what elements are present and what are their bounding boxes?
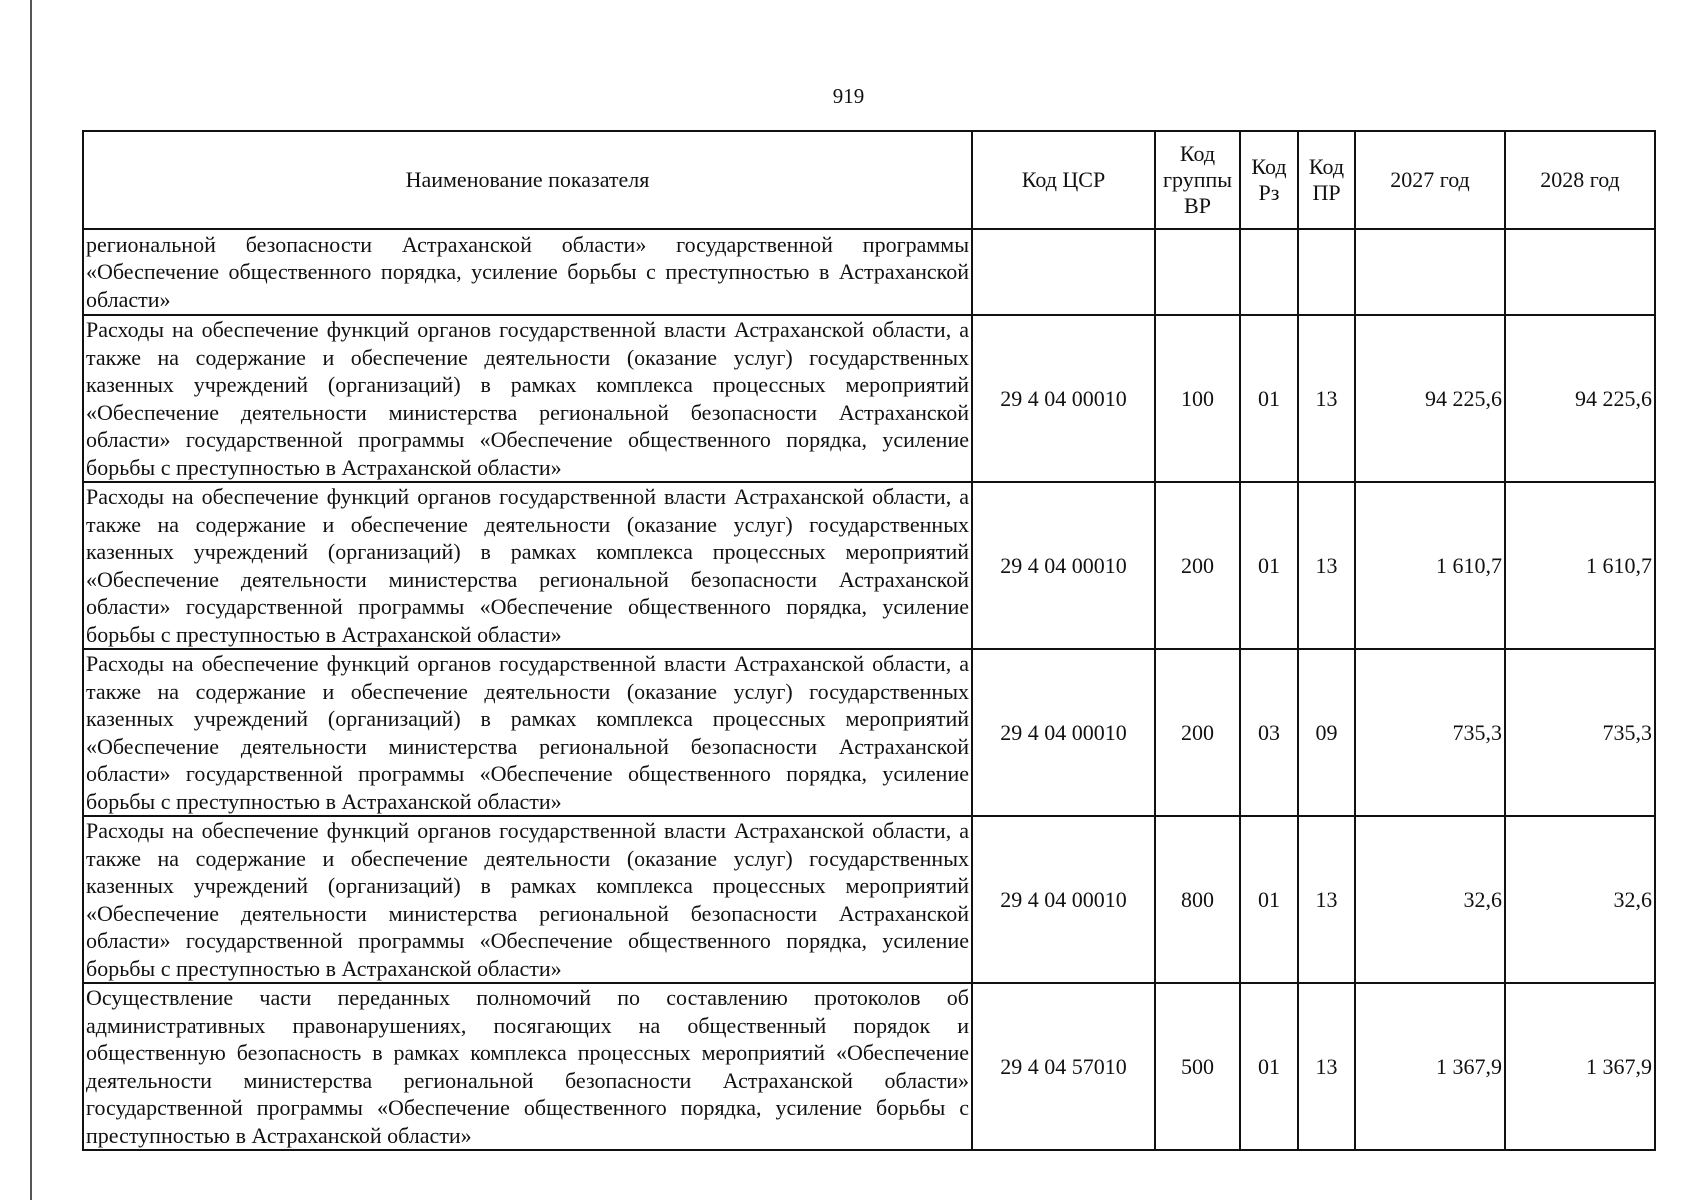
row-name: Расходы на обеспечение функций органов государственной власти Астраханской области, а также на содержание и обеспечение деятельности (оказание услуг) государственных казенных учреждений (организаций) в рамках комплекса процессных мероприятий «Обеспечение деятельности министерства региональной безопасности Астраханской области» государственной программы «Обеспечение общественного порядка, усиление борьбы с преступностью в Астраханской области» — [83, 816, 972, 983]
row-value-2028: 735,3 — [1505, 649, 1655, 816]
table-row — [83, 229, 1655, 315]
row-vr-code: 200 — [1155, 482, 1240, 649]
header-vr-code: Код группы ВР — [1155, 131, 1240, 229]
row-rz-code — [1240, 229, 1298, 315]
row-name: Расходы на обеспечение функций органов государственной власти Астраханской области, а также на содержание и обеспечение деятельности (оказание услуг) государственных казенных учреждений (организаций) в рамках комплекса процессных мероприятий «Обеспечение деятельности министерства региональной безопасности Астраханской области» государственной программы «Обеспечение общественного порядка, усиление борьбы с преступностью в Астраханской области» — [83, 649, 972, 816]
row-pr-code: 13 — [1298, 816, 1355, 983]
row-value-2028: 32,6 — [1505, 816, 1655, 983]
row-rz-code: 03 — [1240, 649, 1298, 816]
row-csr-code: 29 4 04 00010 — [972, 816, 1155, 983]
row-name: Расходы на обеспечение функций органов государственной власти Астраханской области, а также на содержание и обеспечение деятельности (оказание услуг) государственных казенных учреждений (организаций) в рамках комплекса процессных мероприятий «Обеспечение деятельности министерства региональной безопасности Астраханской области» государственной программы «Обеспечение общественного порядка, усиление борьбы с преступностью в Астраханской области» — [83, 315, 972, 482]
row-csr-code: 29 4 04 00010 — [972, 649, 1155, 816]
table-row — [83, 649, 1655, 816]
header-year-2028: 2028 год — [1505, 131, 1655, 229]
row-pr-code: 09 — [1298, 649, 1355, 816]
row-value-2027: 94 225,6 — [1355, 315, 1505, 482]
row-rz-code: 01 — [1240, 983, 1298, 1150]
row-vr-code: 200 — [1155, 649, 1240, 816]
table-row — [83, 482, 1655, 649]
row-name: региональной безопасности Астраханской области» государственной программы «Обеспечение общественного порядка, усиление борьбы с преступностью в Астраханской области» — [83, 229, 972, 315]
row-value-2027 — [1355, 229, 1505, 315]
table-row — [83, 315, 1655, 482]
row-value-2028: 1 610,7 — [1505, 482, 1655, 649]
row-value-2027: 1 610,7 — [1355, 482, 1505, 649]
row-value-2028: 1 367,9 — [1505, 983, 1655, 1150]
row-name: Осуществление части переданных полномочий по составлению протоколов об административных правонарушениях, посягающих на общественный порядок и общественную безопасность в рамках комплекса процессных мероприятий «Обеспечение деятельности министерства региональной безопасности Астраханской области» государственной программы «Обеспечение общественного порядка, усиление борьбы с преступностью в Астраханской области» — [83, 983, 972, 1150]
page-number: 919 — [832, 84, 865, 108]
row-value-2027: 1 367,9 — [1355, 983, 1505, 1150]
row-csr-code: 29 4 04 00010 — [972, 482, 1155, 649]
row-csr-code: 29 4 04 00010 — [972, 315, 1155, 482]
row-rz-code: 01 — [1240, 816, 1298, 983]
header-name: Наименование показателя — [83, 131, 972, 229]
row-vr-code: 100 — [1155, 315, 1240, 482]
row-vr-code — [1155, 229, 1240, 315]
row-pr-code: 13 — [1298, 482, 1355, 649]
row-pr-code: 13 — [1298, 315, 1355, 482]
row-value-2027: 32,6 — [1355, 816, 1505, 983]
row-rz-code: 01 — [1240, 482, 1298, 649]
page-binding-line — [30, 0, 32, 1200]
header-csr-code: Код ЦСР — [972, 131, 1155, 229]
row-value-2027: 735,3 — [1355, 649, 1505, 816]
row-value-2028 — [1505, 229, 1655, 315]
table-row — [83, 816, 1655, 983]
header-pr-code: Код ПР — [1298, 131, 1355, 229]
row-pr-code: 13 — [1298, 983, 1355, 1150]
row-vr-code: 800 — [1155, 816, 1240, 983]
row-rz-code: 01 — [1240, 315, 1298, 482]
header-rz-code: Код Рз — [1240, 131, 1298, 229]
row-csr-code: 29 4 04 57010 — [972, 983, 1155, 1150]
row-pr-code — [1298, 229, 1355, 315]
table-header-row — [83, 131, 1655, 229]
row-value-2028: 94 225,6 — [1505, 315, 1655, 482]
row-csr-code — [972, 229, 1155, 315]
table-row — [83, 983, 1655, 1150]
budget-table — [82, 130, 1656, 1151]
header-year-2027: 2027 год — [1355, 131, 1505, 229]
row-vr-code: 500 — [1155, 983, 1240, 1150]
row-name: Расходы на обеспечение функций органов государственной власти Астраханской области, а также на содержание и обеспечение деятельности (оказание услуг) государственных казенных учреждений (организаций) в рамках комплекса процессных мероприятий «Обеспечение деятельности министерства региональной безопасности Астраханской области» государственной программы «Обеспечение общественного порядка, усиление борьбы с преступностью в Астраханской области» — [83, 482, 972, 649]
